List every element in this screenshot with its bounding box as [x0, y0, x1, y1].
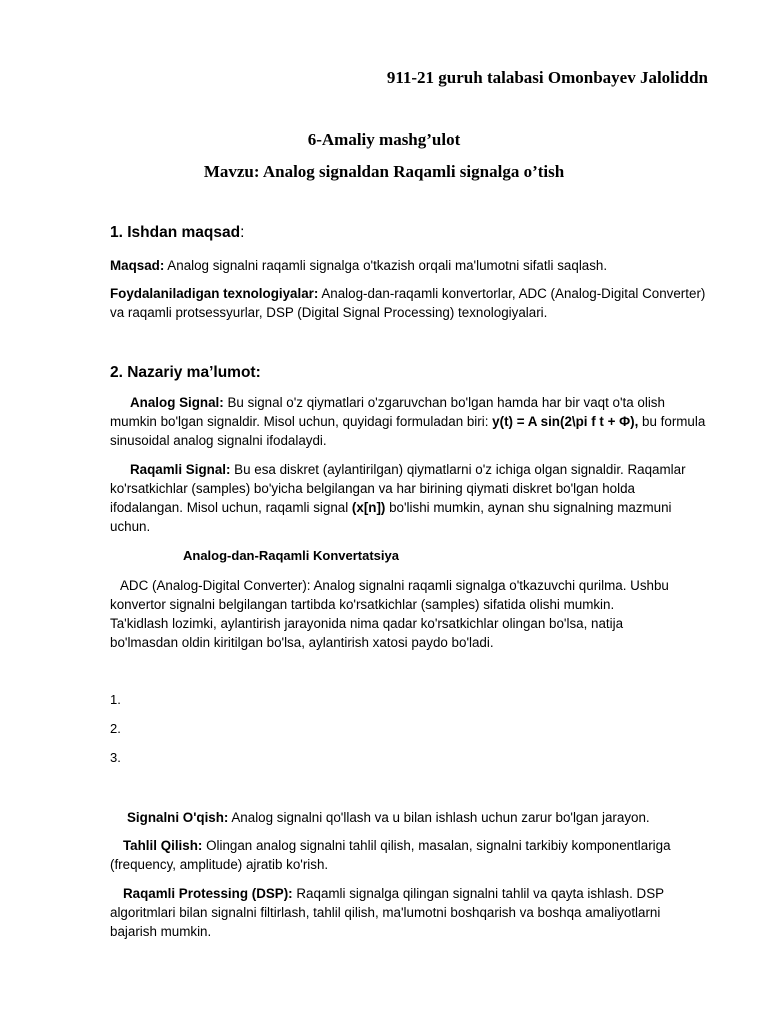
digital-signal-text: Bu esa diskret (aylantirilgan) qiymatlarni o'z ichiga olgan signaldir. Raqamlar ko'rsatkichlar (samples) bo'yicha belgilangan va har birining qiymati diskret bo'lgan holda ifodalangan. Misol uchun, raqamli signal — [110, 462, 686, 515]
step-signal-reading-label: Signalni O'qish: — [127, 810, 229, 825]
technologies-text: Analog-dan-raqamli konvertorlar, ADC (Analog-Digital Converter) va raqamli protsessyurlar, DSP (Digital Signal Processing) texnologiyalari. — [110, 286, 706, 320]
list-item-number: 3. — [110, 750, 121, 765]
analog-signal-paragraph — [110, 393, 710, 450]
section-2-heading: 2. Nazariy ma’lumot: — [110, 364, 261, 381]
analog-signal-label: Analog Signal: — [130, 395, 224, 410]
list-item-number: 2. — [110, 721, 121, 736]
step-analysis-text: Olingan analog signalni tahlil qilish, masalan, signalni tarkibiy komponentlariga (frequency, amplitude) ajratib ko'rish. — [110, 838, 671, 872]
section-1-heading-text: 1. Ishdan maqsad — [110, 224, 241, 241]
adc-line: Ta'kidlash lozimki, aylantirish jarayonida nima qadar ko'rsatkichlar olingan bo'lsa, natija — [110, 616, 624, 631]
list-item-number: 1. — [110, 692, 121, 707]
section-1-heading-colon: : — [240, 224, 245, 241]
step-signal-reading — [110, 808, 727, 827]
section-1-heading — [110, 224, 244, 242]
step-dsp-text: Raqamli signalga qilingan signalni tahlil va qayta ishlash. DSP algoritmlari bilan signalni filtirlash, tahlil qilish, ma'lumotni boshqarish va boshqa amaliyotlarni bajarish mumkin. — [110, 886, 664, 939]
analog-signal-text-end: bu formula sinusoidal analog signalni ifodalaydi. — [110, 414, 706, 448]
digital-signal-symbol: (x[n]) — [351, 500, 386, 515]
analog-formula: y(t) = A sin(2\pi f t + Φ), — [492, 414, 639, 429]
adc-line: ADC (Analog-Digital Converter): Analog signalni raqamli signalga o'tkazuvchi qurilma. Ushbu — [120, 578, 669, 593]
author-line: 911-21 guruh talabasi Omonbayev Jaloliddn — [386, 68, 708, 87]
adc-line: bo'lmasdan oldin kiritilgan bo'lsa, aylantirish xatosi paydo bo'ladi. — [110, 635, 494, 650]
step-analysis — [110, 836, 710, 874]
digital-signal-text-end: bo'lishi mumkin, aynan shu signalning mazmuni uchun. — [110, 500, 672, 534]
goal-paragraph — [110, 256, 710, 275]
technologies-paragraph — [110, 284, 710, 322]
digital-signal-paragraph — [110, 460, 710, 536]
step-dsp-label: Raqamli Protessing (DSP): — [123, 886, 293, 901]
step-signal-reading-text: Analog signalni qo'llash va u bilan ishlash uchun zarur bo'lgan jarayon. — [228, 810, 650, 825]
adc-paragraph — [110, 576, 710, 652]
document-topic: Mavzu: Analog signaldan Raqamli signalga o’tish — [203, 162, 565, 181]
technologies-label: Foydalaniladigan texnologiyalar: — [110, 286, 319, 301]
conversion-subheading: Analog-dan-Raqamli Konvertatsiya — [183, 548, 399, 563]
adc-line: konvertor signalni belgilangan tartibda ko'rsatkichlar (samples) sifatida olishi mumkin. — [110, 597, 615, 612]
digital-signal-label: Raqamli Signal: — [130, 462, 231, 477]
analog-signal-text: Bu signal o'z qiymatlari o'zgaruvchan bo'lgan hamda har bir vaqt o'ta olish mumkin bo'lgan signaldir. Misol uchun, quyidagi formuladan biri: — [110, 395, 665, 429]
document-title: 6-Amaliy mashg’ulot — [307, 130, 461, 149]
goal-text: Analog signalni raqamli signalga o'tkazish orqali ma'lumotni sifatli saqlash. — [164, 258, 608, 273]
goal-label: Maqsad: — [110, 258, 165, 273]
step-dsp — [110, 884, 710, 941]
step-analysis-label: Tahlil Qilish: — [123, 838, 203, 853]
